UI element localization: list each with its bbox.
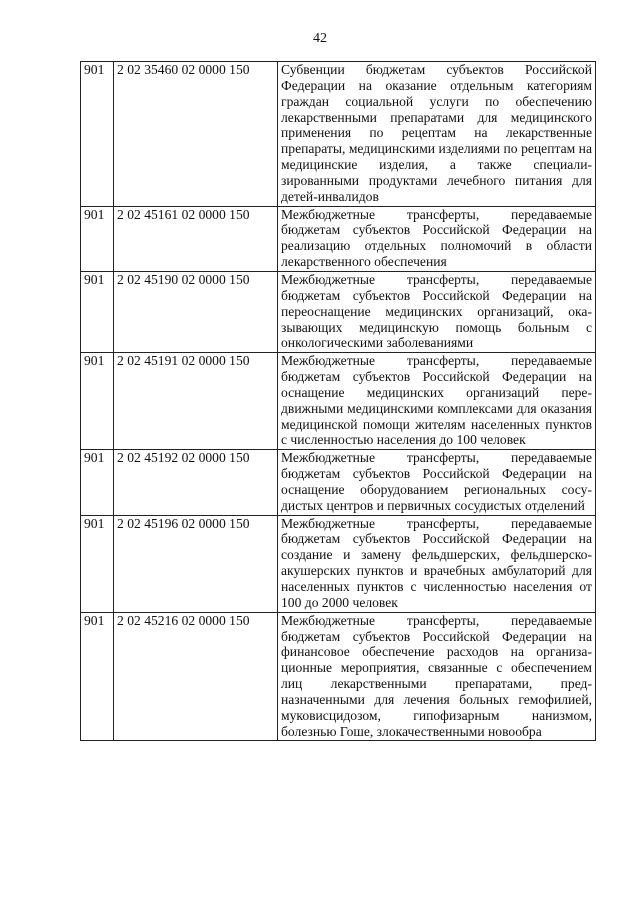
budget-code-cell: 2 02 45161 02 0000 150 [114,206,278,271]
table-row [81,450,596,515]
description-cell: Межбюджетные трансферты, передаваемые бюджетам субъектов Российской Федерации на оснащение оборудованием региональных сосудистых центров и первичных сосудистых отделений [278,450,596,515]
table-row [81,206,596,271]
budget-classification-table [80,61,596,741]
description-cell: Субвенции бюджетам субъектов Российской Федерации на оказание отдельным категориям граждан социальной услуги по обеспечению лекарственными препаратами для медицинского применения по рецептам на лекарственные препараты, медицинскими изделиями по рецептам на медицинские изделия, а также специализированными продуктами лечебного питания для детей-инвалидов [278,62,596,207]
admin-code-cell: 901 [81,206,114,271]
table-row [81,271,596,352]
budget-code-cell: 2 02 45196 02 0000 150 [114,515,278,612]
admin-code-cell: 901 [81,62,114,207]
budget-code-cell: 2 02 45190 02 0000 150 [114,271,278,352]
budget-code-cell: 2 02 45192 02 0000 150 [114,450,278,515]
table-row [81,62,596,207]
admin-code-cell: 901 [81,271,114,352]
budget-code-cell: 2 02 35460 02 0000 150 [114,62,278,207]
budget-code-cell: 2 02 45216 02 0000 150 [114,612,278,741]
admin-code-cell: 901 [81,353,114,450]
table-row [81,353,596,450]
admin-code-cell: 901 [81,515,114,612]
table-row [81,612,596,741]
admin-code-cell: 901 [81,450,114,515]
admin-code-cell: 901 [81,612,114,741]
description-cell: Межбюджетные трансферты, передаваемые бюджетам субъектов Российской Федерации на оснащение медицинских организаций передвижными медицинскими комплексами для оказания медицинской помощи жителям населенных пунктов с численностью населения до 100 человек [278,353,596,450]
budget-code-cell: 2 02 45191 02 0000 150 [114,353,278,450]
description-cell: Межбюджетные трансферты, передаваемые бюджетам субъектов Российской Федерации на переоснащение медицинских организаций, оказывающих медицинскую помощь больным с онкологическими заболеваниями [278,271,596,352]
description-cell: Межбюджетные трансферты, передаваемые бюджетам субъектов Российской Федерации на создание и замену фельдшерских, фельдшерско-акушерских пунктов и врачебных амбулаторий для населенных пунктов с численностью населения от 100 до 2000 человек [278,515,596,612]
description-cell: Межбюджетные трансферты, передаваемые бюджетам субъектов Российской Федерации на финансовое обеспечение расходов на организационные мероприятия, связанные с обеспечением лиц лекарственными препаратами, предназначенными для лечения больных гемофилией, муковисцидозом, гипофизарным нанизмом, болезнью Гоше, злокачественными новообра [278,612,596,741]
description-cell: Межбюджетные трансферты, передаваемые бюджетам субъектов Российской Федерации на реализацию отдельных полномочий в области лекарственного обеспечения [278,206,596,271]
table-row [81,515,596,612]
page-number: 42 [313,31,327,46]
